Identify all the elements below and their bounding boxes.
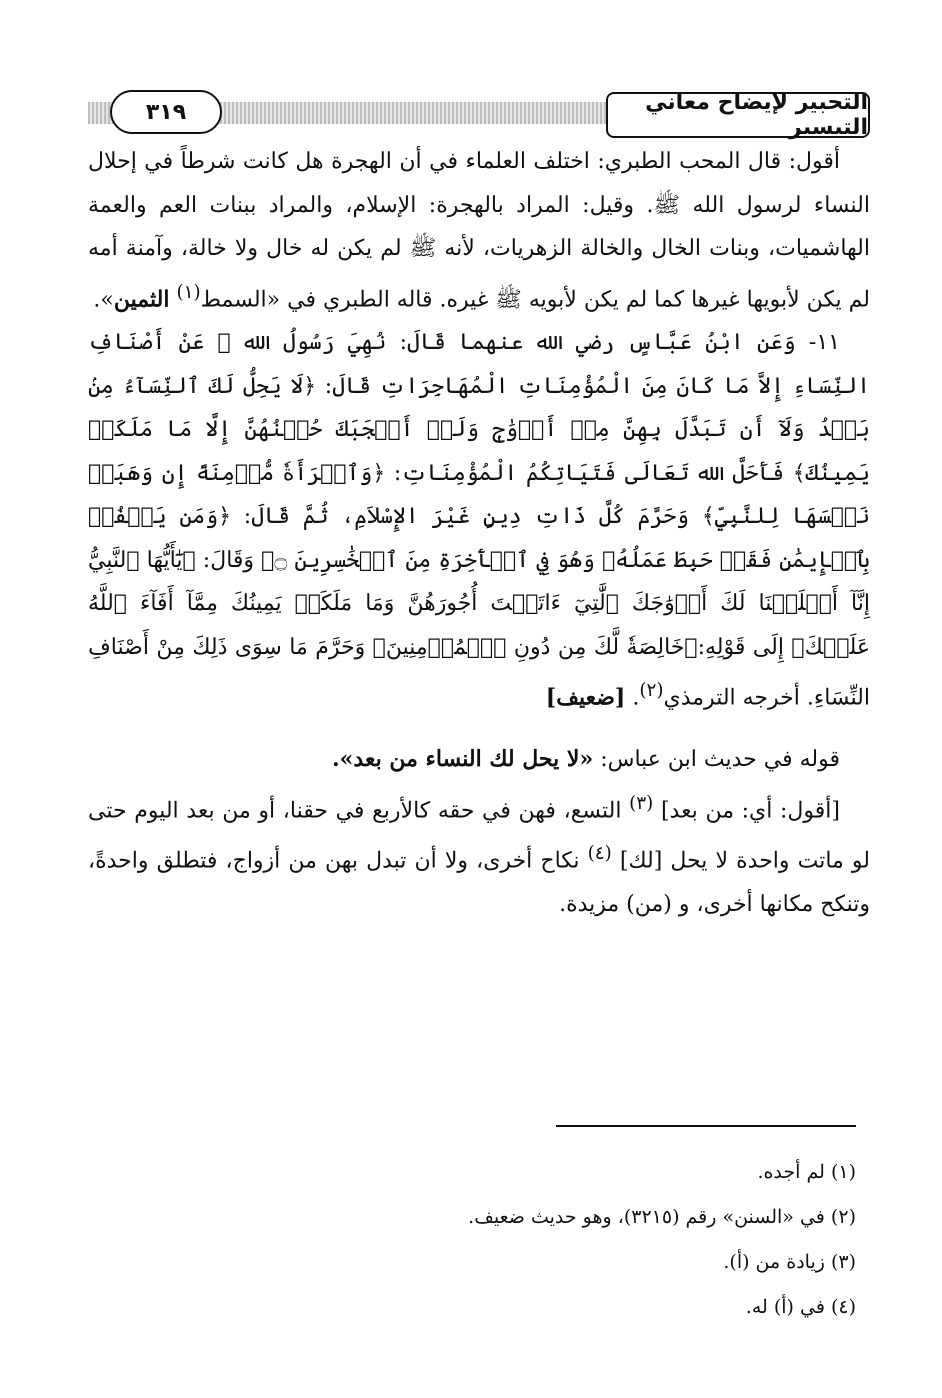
hadith-grade: [ضعيف] [545,684,626,711]
footnote-3: (٣) زيادة من (أ). [723,1251,856,1273]
footnote-divider [556,1125,856,1127]
commentary-b: التسع، فهن في حقه كالأربع في حقنا، أو من بعد اليوم حتى لو ماتت واحدة لا يحل [لك] [88,797,870,874]
footnote-ref-1: (١) [176,281,201,303]
commentary-intro: قوله في حديث ابن عباس: [593,747,840,773]
commentary-paragraph [88,782,870,927]
hadith-11-text: ١١- وَعَن ابْنُ عَبَّاسٍ رضي الله عنهما قَالَ: نُهِيَ رَسُولُ الله ﷺ عَنْ أَصْنَافِ النِّسَاءِ إِلاَّ مَا كَانَ مِنَ الْمُؤْمِنَاتِ الْمُهَاجِرَاتِ قَالَ: ﴿لَا يَحِلُّ لَكَ ٱلنِّسَآءُ مِنۢ بَعۡدُ وَلَآ أَن تَبَدَّلَ بِهِنَّ مِنۡ أَزۡوَٰجٖ وَلَوۡ أَعۡجَبَكَ حُسۡنُهُنَّ إِلَّا مَا مَلَكَتۡ يَمِينُكَ﴾ فَأَحَلَّ الله تَعَالَى فَتَيَاتِكُمُ الْمُؤْمِنَاتِ: ﴿وَٱمۡرَأَةٗ مُّؤۡمِنَةً إِن وَهَبَتۡ نَفۡسَهَا لِلنَّبِيِّ﴾ وَحَرَّمَ كُلَّ ذَاتِ دِينٍ غَيْرَ الإِسْلاَمِ، ثُمَّ قَالَ: ﴿وَمَن يَكۡفُرۡ بِٱلۡإِيمَٰنِ فَقَدۡ حَبِطَ عَمَلُهُۥ وَهُوَ فِي ٱلۡأٓخِرَةِ مِنَ ٱلۡخَٰسِرِينَ ۝﴾ وَقَالَ: ﴿يَٰٓأَيُّهَا ٱلنَّبِيُّ إِنَّآ أَحۡلَلۡنَا لَكَ أَزۡوَٰجَكَ ٱلَّٰتِيٓ ءَاتَيۡتَ أُجُورَهُنَّ وَمَا مَلَكَتۡ يَمِينُكَ مِمَّآ أَفَآءَ ٱللَّهُ عَلَيۡكَ﴾ إِلَى قَوْلِهِ:﴿خَالِصَةٗ لَّكَ مِن دُونِ ٱلۡمُؤۡمِنِينَ﴾ وَحَرَّمَ مَا سِوَى ذَلِكَ مِنْ أَصْنَافِ النِّسَاءِ. أخرجه الترمذي [88,330,870,711]
paragraph-spacer [88,720,870,738]
main-text [88,140,870,927]
footnote-2: (٢) في «السنن» رقم (٣٢١٥)، وهو حديث ضعيف. [468,1206,856,1228]
hadith-11: ١١- وَعَن ابْنُ عَبَّاسٍ رضي الله عنهما قَالَ: نُهِيَ رَسُولُ الله ﷺ عَنْ أَصْنَافِ النِّسَاءِ إِلاَّ مَا كَانَ مِنَ الْمُؤْمِنَاتِ الْمُهَاجِرَاتِ قَالَ: ﴿لَا يَحِلُّ لَكَ ٱلنِّسَآءُ مِنۢ بَعۡدُ وَلَآ أَن تَبَدَّلَ بِهِنَّ مِنۡ أَزۡوَٰجٖ وَلَوۡ أَعۡجَبَكَ حُسۡنُهُنَّ إِلَّا مَا مَلَكَتۡ يَمِينُكَ﴾ فَأَحَلَّ الله تَعَالَى فَتَيَاتِكُمُ الْمُؤْمِنَاتِ: ﴿وَٱمۡرَأَةٗ مُّؤۡمِنَةً إِن وَهَبَتۡ نَفۡسَهَا لِلنَّبِيِّ﴾ وَحَرَّمَ كُلَّ ذَاتِ دِينٍ غَيْرَ الإِسْلاَمِ، ثُمَّ قَالَ: ﴿وَمَن يَكۡفُرۡ بِٱلۡإِيمَٰنِ فَقَدۡ حَبِطَ عَمَلُهُۥ وَهُوَ فِي ٱلۡأٓخِرَةِ مِنَ ٱلۡخَٰسِرِينَ ۝﴾ وَقَالَ: ﴿يَٰٓأَيُّهَا ٱلنَّبِيُّ إِنَّآ أَحۡلَلۡنَا لَكَ أَزۡوَٰجَكَ ٱلَّٰتِيٓ ءَاتَيۡتَ أُجُورَهُنَّ وَمَا مَلَكَتۡ يَمِينُكَ مِمَّآ أَفَآءَ ٱللَّهُ عَلَيۡكَ﴾ إِلَى قَوْلِهِ:﴿خَالِصَةٗ لَّكَ مِن دُونِ ٱلۡمُؤۡمِنِينَ﴾ وَحَرَّمَ مَا سِوَى ذَلِكَ مِنْ أَصْنَافِ النِّسَاءِ. أخرجه الترمذي$^{(٢)}$. [ضعيف] [88,330,870,711]
paragraph-tabari-end: ». [93,286,114,312]
footnote-ref-3: (٣) [629,792,654,814]
page-number: ٣١٩ [110,90,222,134]
paragraph-tabari-text: أقول: قال المحب الطبري: اختلف العلماء في أن الهجرة هل كانت شرطاً في إحلال النساء لرسول الله ﷺ. وقيل: المراد بالهجرة: الإسلام، والمراد ببنات العم والعمة الهاشميات، وبنات الخال والخالة الزهريات، لأنه ﷺ لم يكن له خال ولا خالة، وآمنة أمه لم يكن لأبويها غيرها كما لم يكن لأبويه ﷺ غيره. قاله الطبري في «السمط [88,149,870,312]
footnote-ref-2: (٢) [639,680,664,702]
commentary-a: [أقول: أي: من بعد] [660,797,840,823]
footnote-1: (١) لم أجده. [757,1161,856,1183]
footnotes [88,1150,868,1330]
paragraph-tabari [88,140,870,321]
footnote-4: (٤) في (أ) له. [745,1296,856,1318]
commentary-heading [88,738,870,782]
book-title: التحبير لإيضاح معاني التيسير [606,92,870,138]
book-name-bold: الثمين [113,285,170,312]
commentary-quote: «لا يحل لك النساء من بعد». [332,746,594,773]
footnote-ref-4: (٤) [587,843,612,865]
running-header [88,90,870,140]
commentary-c: نكاح أخرى، ولا أن تبدل بهن من أزواج، فتطلق واحدةً، وتنكح مكانها أخرى، و (من) مزيدة. [88,848,870,918]
